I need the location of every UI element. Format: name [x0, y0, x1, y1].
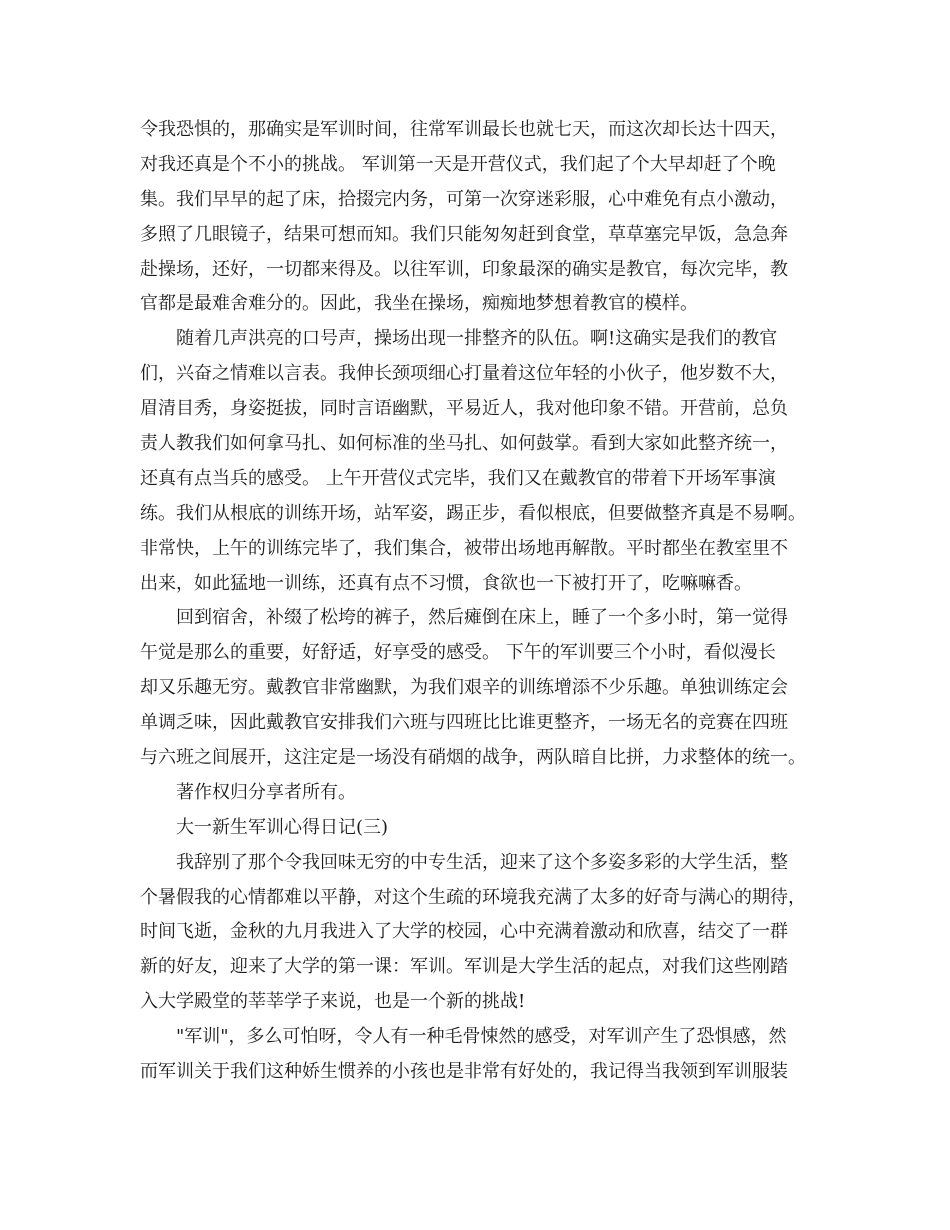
text-line: 时间飞逝，金秋的九月我进入了大学的校园，心中充满着激动和欣喜，结交了一群: [140, 921, 788, 943]
text-line: 午觉是那么的重要，好舒适，好享受的感受。 下午的军训要三个小时，看似漫长: [140, 642, 776, 664]
text-line: 新的好友，迎来了大学的第一课：军训。军训是大学生活的起点，对我们这些刚踏: [140, 956, 788, 978]
text-line: 令我恐惧的，那确实是军训时间，往常军训最长也就七天，而这次却长达十四天，: [140, 119, 788, 140]
text-line: 赴操场，还好，一切都来得及。以往军训，印象最深的确实是教官，每次完毕，教: [140, 258, 788, 280]
text-line: "军训"，多么可怕呀，令人有一种毛骨悚然的感受，对军训产生了恐惧感，然: [176, 1026, 787, 1048]
text-line: 入大学殿堂的莘莘学子来说，也是一个新的挑战!: [140, 991, 526, 1013]
document-body: [140, 113, 830, 1090]
copyright-note: 著作权归分享者所有。: [176, 781, 356, 803]
text-line: 还真有点当兵的感受。 上午开营仪式完毕，我们又在戴教官的带着下开场军事演: [140, 467, 776, 489]
text-line: 回到宿舍，补缀了松垮的裤子，然后瘫倒在床上，睡了一个多小时，第一觉得: [176, 607, 788, 629]
text-line: 个暑假我的心情都难以平静，对这个生疏的环境我充满了太多的好奇与满心的期待，: [140, 886, 806, 908]
text-line: 出来，如此猛地一训练，还真有点不习惯，食欲也一下被打开了，吃嘛嘛香。: [140, 572, 752, 594]
text-line: 而军训关于我们这种娇生惯养的小孩也是非常有好处的，我记得当我领到军训服装: [140, 1061, 788, 1083]
text-line: 官都是最难舍难分的。因此，我坐在操场，痴痴地梦想着教官的模样。: [140, 293, 698, 315]
text-line: 责人教我们如何拿马扎、如何标准的坐马扎、如何鼓掌。看到大家如此整齐统一，: [140, 433, 788, 455]
text-line: 练。我们从根底的训练开场，站军姿，踢正步，看似根底，但要做整齐真是不易啊。: [140, 502, 806, 524]
text-line: 非常快，上午的训练完毕了，我们集合，被带出场地再解散。平时都坐在教室里不: [140, 537, 788, 559]
text-line: 眉清目秀，身姿挺拔，同时言语幽默，平易近人，我对他印象不错。开营前，总负: [140, 398, 788, 420]
section-title: 大一新生军训心得日记(三): [176, 816, 389, 838]
text-line: 集。我们早早的起了床，拾掇完内务，可第一次穿迷彩服，心中难免有点小激动，: [140, 188, 788, 210]
text-line: 随着几声洪亮的口号声，操场出现一排整齐的队伍。啊!这确实是我们的教官: [176, 328, 778, 350]
text-line: 们，兴奋之情难以言表。我伸长颈项细心打量着这位年轻的小伙子，他岁数不大，: [140, 363, 788, 385]
text-line: 却又乐趣无穷。戴教官非常幽默，为我们艰辛的训练增添不少乐趣。单独训练定会: [140, 677, 788, 699]
text-line: 多照了几眼镜子，结果可想而知。我们只能匆匆赶到食堂，草草塞完早饭，急急奔: [140, 223, 788, 245]
text-line: 对我还真是个不小的挑战。 军训第一天是开营仪式，我们起了个大早却赶了个晚: [140, 153, 776, 175]
text-line: 单调乏味，因此戴教官安排我们六班与四班比比谁更整齐，一场无名的竞赛在四班: [140, 712, 788, 734]
text-line: 我辞别了那个令我回味无穷的中专生活，迎来了这个多姿多彩的大学生活，整: [176, 851, 788, 873]
text-line: 与六班之间展开，这注定是一场没有硝烟的战争，两队暗自比拼，力求整体的统一。: [140, 747, 806, 769]
